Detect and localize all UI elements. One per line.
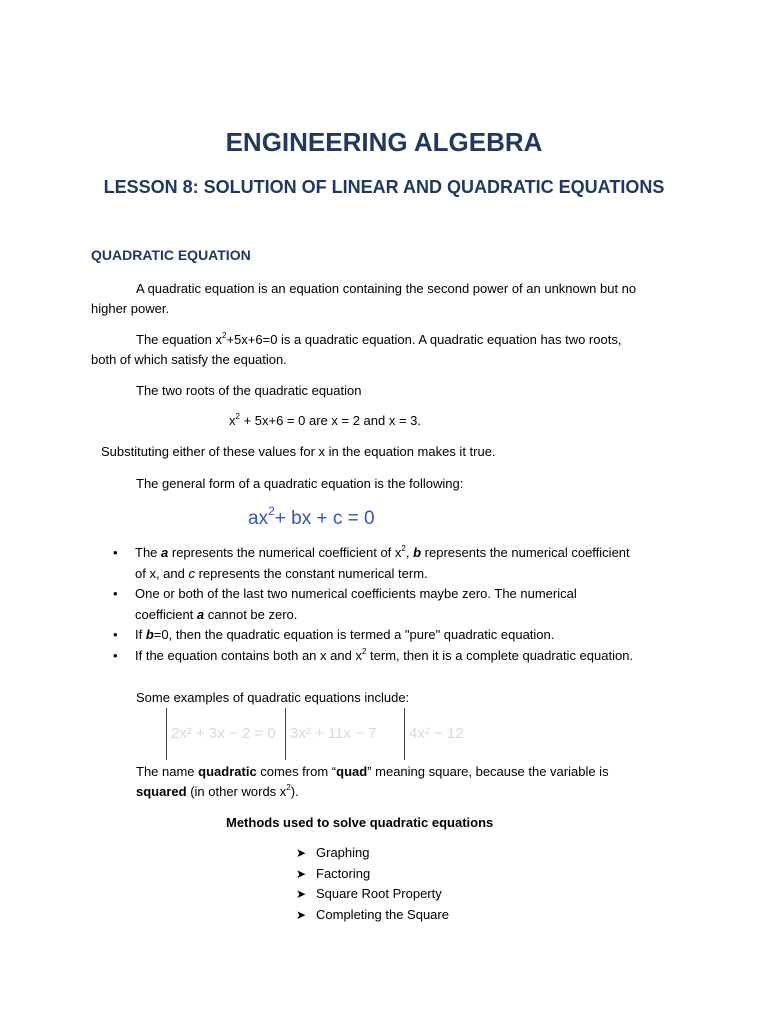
- bullet-complete-quadratic: • If the equation contains both an x and $x^2$ term, then it is a complete quadratic equation.: [113, 646, 693, 667]
- paragraph-definition-line1: A quadratic equation is an equation containing the second power of an unknown but no: [136, 281, 637, 296]
- arrow-bullet-icon: ➤: [296, 887, 307, 901]
- paragraph-general-form: The general form of a quadratic equation is the following:: [136, 476, 464, 491]
- method-item-graphing: ➤ Graphing: [296, 843, 449, 864]
- bullet-dot-icon: •: [113, 586, 118, 601]
- paragraph-definition-line2: higher power.: [91, 301, 170, 316]
- paragraph-substituting: Substituting either of these values for x in the equation makes it true.: [101, 444, 496, 459]
- paragraph-roots-intro: The two roots of the quadratic equation: [136, 383, 362, 398]
- paragraph-name-origin-line1: The name quadratic comes from “quad” meaning square, because the variable is: [136, 764, 609, 779]
- paragraph-example-line1: The equation $x^2+5x+6=0$ is a quadratic equation. A quadratic equation has two roots,: [136, 331, 622, 347]
- bullet-dot-icon: •: [113, 545, 118, 560]
- arrow-bullet-icon: ➤: [296, 866, 307, 881]
- example-equations: [166, 708, 471, 760]
- section-heading: QUADRATIC EQUATION: [91, 247, 251, 263]
- paragraph-example-line2: both of which satisfy the equation.: [91, 352, 287, 367]
- paragraph-name-origin-line2: squared (in other words $x^2$).: [136, 783, 299, 799]
- bullet-coefficients: • The a represents the numerical coefficient of $x^2$, b represents the numerical coefficient of x, and c represents the constant numerical term.: [113, 544, 630, 581]
- method-item-completing-square: ➤ Completing the Square: [296, 905, 449, 926]
- methods-heading: Methods used to solve quadratic equations: [226, 815, 494, 830]
- document-title: ENGINEERING ALGEBRA: [225, 127, 543, 157]
- general-form-formula: $ax^2+$ bx + c = 0: [248, 504, 375, 529]
- bullet-zero-coefficients: • One or both of the last two numerical coefficients maybe zero. The numerical coefficient a cannot be zero.: [113, 586, 577, 622]
- paragraph-examples-intro: Some examples of quadratic equations include:: [136, 690, 410, 705]
- example-equation-1: 2x² + 3x − 2 = 0: [166, 708, 276, 760]
- example-equation-2: 3x² + 11x − 7: [285, 708, 376, 760]
- methods-list: [296, 843, 449, 925]
- coefficient-bullet-list: [113, 543, 693, 666]
- roots-equation: $x^2 + 5x+6 = 0$ are x = 2 and x = 3.: [229, 412, 421, 428]
- example-equation-3: 4x² − 12: [404, 708, 464, 760]
- method-item-square-root: ➤ Square Root Property: [296, 884, 449, 905]
- bullet-dot-icon: •: [113, 627, 118, 642]
- bullet-pure-quadratic: • If b=0, then the quadratic equation is termed a "pure" quadratic equation.: [113, 625, 693, 646]
- lesson-heading: LESSON 8: SOLUTION OF LINEAR AND QUADRATIC EQUATIONS: [103, 177, 665, 197]
- arrow-bullet-icon: ➤: [296, 846, 307, 860]
- bullet-dot-icon: •: [113, 647, 118, 663]
- method-item-factoring: ➤ Factoring: [296, 864, 449, 885]
- arrow-bullet-icon: ➤: [296, 907, 307, 922]
